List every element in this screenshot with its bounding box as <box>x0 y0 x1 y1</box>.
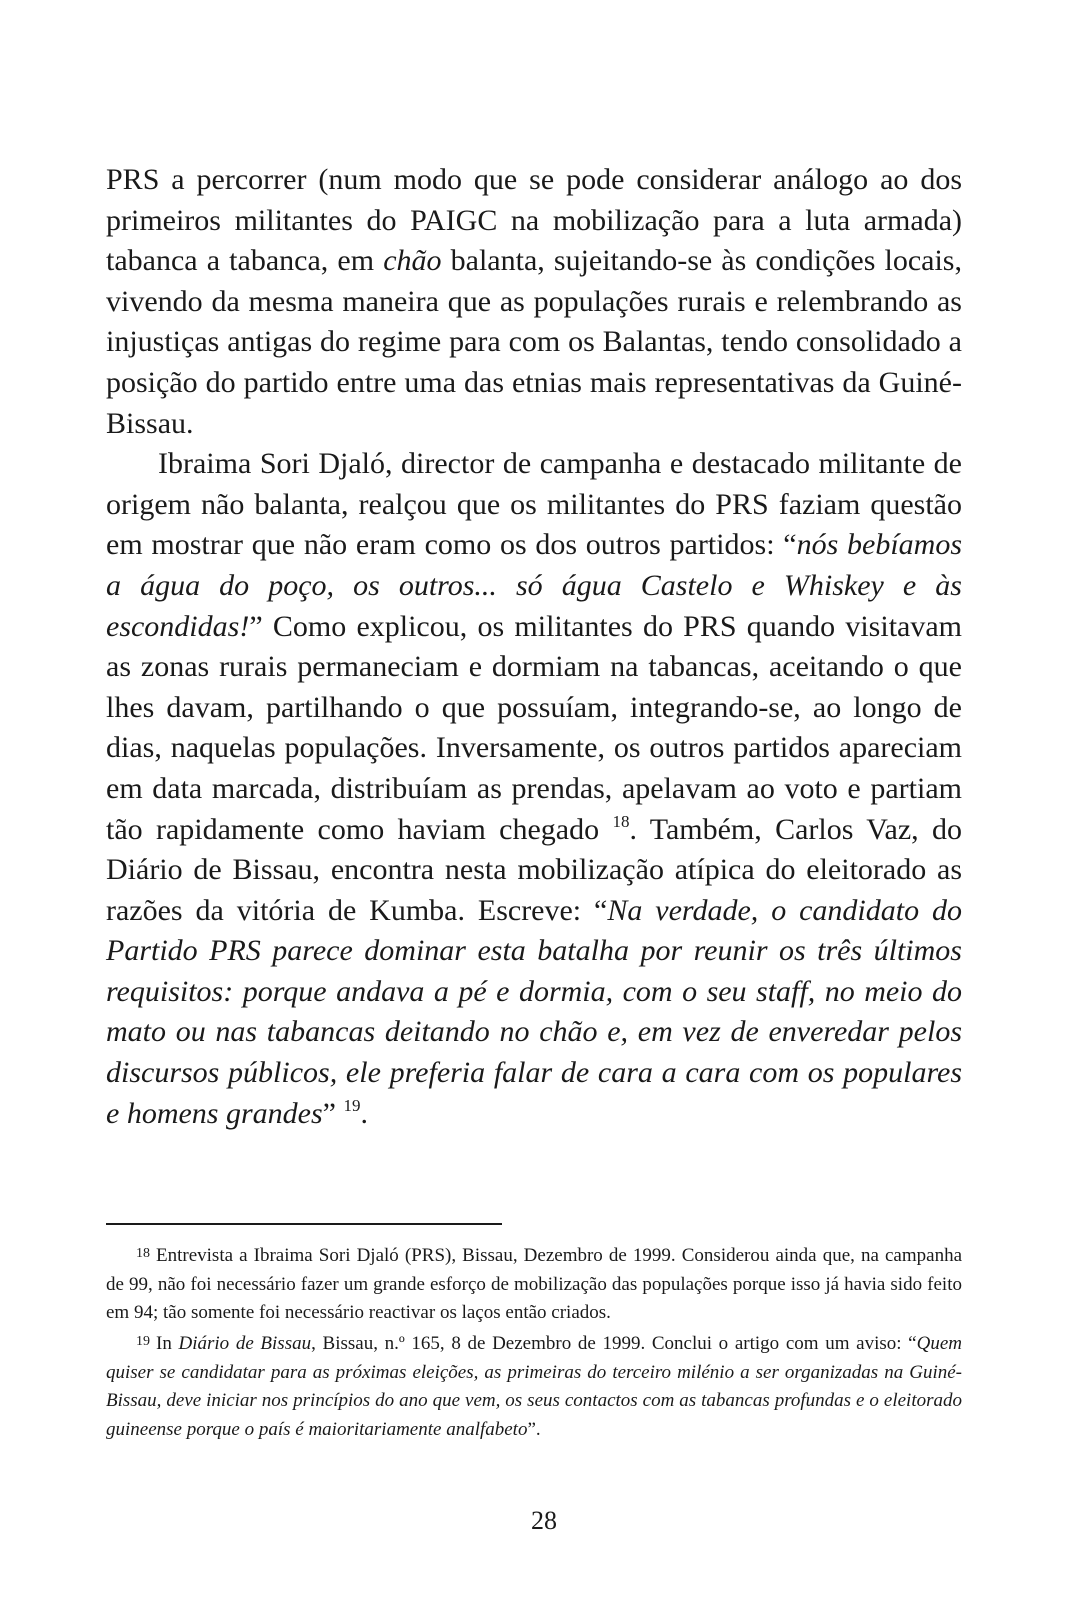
footnote-ref-19[interactable]: 19 <box>343 1095 361 1115</box>
footnote-19-pre: In <box>156 1333 179 1355</box>
footnote-separator <box>106 1223 502 1225</box>
footnote-19-journal: Diário de Bissau <box>178 1333 312 1355</box>
paragraph-1-start: PRS a percorrer (num modo que se pode considerar análogo ao dos primeiros militantes do PAIGC na mobilização para a luta armada) tabanca a tabanca, em <box>106 163 962 278</box>
footnote-19-end: ”. <box>527 1418 541 1440</box>
footnote-18-number: 18 <box>136 1246 150 1261</box>
paragraph-2-start: Ibraima Sori Djaló, director de campanha e destacado militante de origem não balanta, realçou que os militantes do PRS faziam questão em mostrar que não eram como os dos outros partidos: “ <box>106 447 962 562</box>
footnote-19-quote: Quem quiser se candidatar para as próximas eleições, as primeiras do terceiro milénio a ser organizadas na Guiné-Bissau, deve iniciar nos princípios do ano que vem, os seus contactos com as tabancas profundas e o eleitorado guineense porque o país é maioritariamente analfabeto <box>106 1333 963 1440</box>
page-number: 28 <box>531 1506 557 1535</box>
paragraph-2-final: . <box>360 1096 368 1130</box>
paragraph-1 <box>106 160 962 444</box>
paragraph-2-close-quote: ” <box>322 1096 344 1130</box>
paragraph-2-middle: ” Como explicou, os militantes do PRS quando visitavam as zonas rurais permaneciam e dormiam na tabancas, aceitando o que lhes davam, partilhando o que possuíam, integrando-se, ao longo de dias, naquelas populações. Inversamente, os outros partidos apareciam em data marcada, distribuíam as prendas, apelavam ao voto e partiam tão rapidamente como haviam chegado <box>106 609 962 846</box>
paragraph-2 <box>106 444 962 1134</box>
italic-word-chao: chão <box>383 244 442 278</box>
paragraph-1-end: balanta, sujeitando-se às condições locais, vivendo da mesma maneira que as populações rurais e relembrando as injustiças antigas do regime para com os Balantas, tendo consolidado a posição do partido entre uma das etnias mais representativas da Guiné-Bissau. <box>106 244 962 440</box>
paragraph-2-after-fn18: . Também, Carlos Vaz, do Diário de Bissau, encontra nesta mobilização atípica do eleitorado as razões da vitória de Kumba. Escreve: “ <box>106 812 962 927</box>
footnotes-block <box>106 1240 962 1445</box>
main-text-block <box>106 160 962 1134</box>
quote-carlos-vaz: Na verdade, o candidato do Partido PRS parece dominar esta batalha por reunir os três últimos requisitos: porque andava a pé e dormia, com o seu staff, no meio do mato ou nas tabancas deitando no chão e, em vez de enveredar pelos discursos públicos, ele preferia falar de cara a cara com os populares e homens grandes <box>106 893 962 1130</box>
footnote-19-mid: , Bissau, n.º 165, 8 de Dezembro de 1999. Conclui o artigo com um aviso: “ <box>311 1333 917 1355</box>
footnote-19-number: 19 <box>136 1333 150 1349</box>
footnote-ref-18[interactable]: 18 <box>612 811 630 831</box>
footnote-19 <box>106 1328 962 1445</box>
footnote-18 <box>106 1240 962 1328</box>
footnote-18-text: Entrevista a Ibraima Sori Djaló (PRS), Bissau, Dezembro de 1999. Considerou ainda que, na campanha de 99, não foi necessário fazer um grande esforço de mobilização das populações porque isso já havia sido feito em 94; tão somente foi necessário reactivar os laços então criados. <box>106 1245 962 1324</box>
quote-djalo: nós bebíamos a água do poço, os outros... só água Castelo e Whiskey e às escondidas! <box>106 528 962 643</box>
